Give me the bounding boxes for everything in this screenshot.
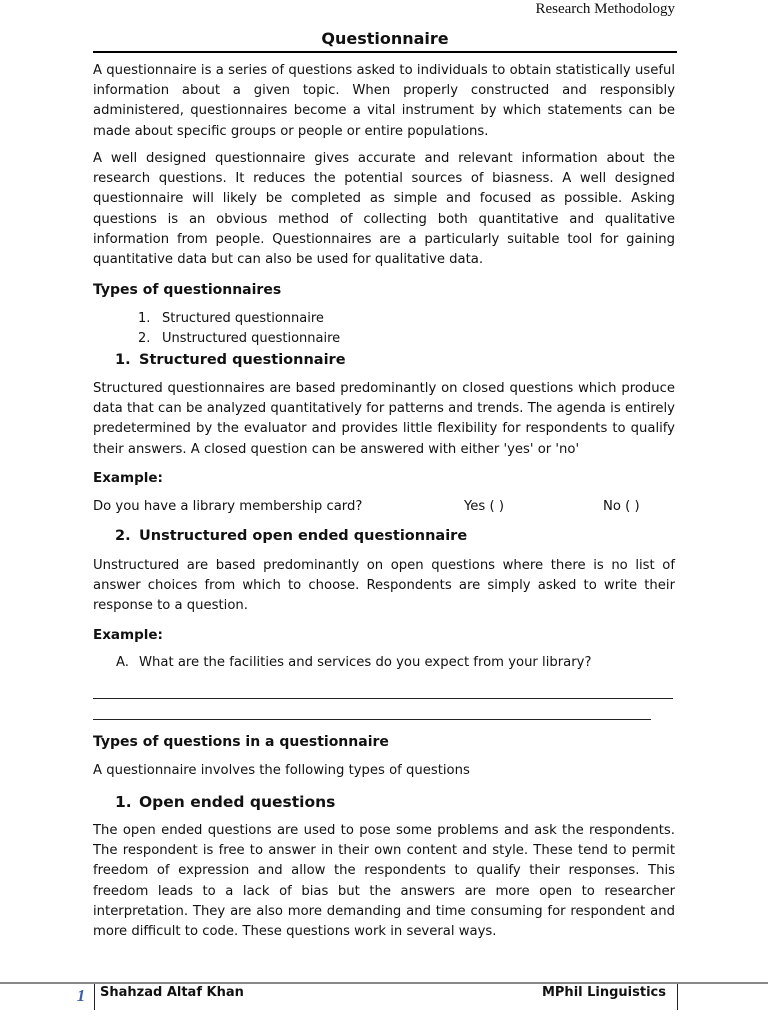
unstructured-body: Unstructured are based predominantly on open questions where there is no list of answer choices from which to choose. Respondents are simply asked to write their response to a question. — [93, 558, 675, 614]
unstructured-example-label: Example: — [93, 627, 163, 643]
page-number: 1 — [76, 986, 86, 1005]
section-title: Open ended questions — [139, 793, 336, 811]
footer-program: MPhil Linguistics — [541, 985, 666, 1000]
document-title: Questionnaire — [321, 29, 449, 48]
structured-heading — [115, 350, 346, 370]
section-title: Structured questionnaire — [139, 352, 346, 368]
question-types-heading: Types of questions in a questionnaire — [93, 734, 389, 750]
yes-option: Yes ( ) — [464, 499, 504, 514]
list-number: 1. — [138, 311, 151, 326]
types-list — [138, 309, 340, 349]
list-item — [138, 329, 340, 349]
footer-divider — [677, 984, 678, 1010]
running-header: Research Methodology — [535, 1, 675, 17]
intro-paragraph-2: A well designed questionnaire gives accurate and relevant information about the research questions. It reduces the potential sources of biasness. A well designed questionnaire will likely be completed as simple and focused as possible. Asking questions is an obvious method of collecting both quantitative and qualitative information from people. Questionnaires are a particularly suitable tool for gaining quantitative data but can also be used for qualitative data. — [93, 151, 675, 268]
footer-author: Shahzad Altaf Khan — [100, 985, 244, 1000]
answer-line-2 — [93, 719, 651, 720]
answer-line-1 — [93, 698, 673, 699]
no-option: No ( ) — [603, 499, 640, 514]
list-number: 2. — [138, 331, 151, 346]
structured-example-label: Example: — [93, 470, 163, 486]
intro-paragraph-1: A questionnaire is a series of questions asked to individuals to obtain statistically useful information about a given topic. When properly constructed and responsibly administered, questionnaires become a vital instrument by which statements can be made about specific groups or people or entire populations. — [93, 63, 675, 139]
question-types-intro: A questionnaire involves the following types of questions — [93, 763, 470, 778]
list-label: Structured questionnaire — [162, 311, 324, 326]
open-question-text: What are the facilities and services do you expect from your library? — [139, 655, 592, 670]
section-title: Unstructured open ended questionnaire — [139, 528, 468, 544]
section-number: 1. — [115, 793, 132, 811]
closed-question-text: Do you have a library membership card? — [93, 499, 363, 514]
list-label: Unstructured questionnaire — [162, 331, 341, 346]
open-ended-heading — [115, 792, 335, 812]
section-number: 1. — [115, 352, 131, 368]
title-block — [93, 26, 677, 53]
section-number: 2. — [115, 528, 131, 544]
list-item — [138, 309, 340, 329]
structured-body: Structured questionnaires are based predominantly on closed questions which produce data that can be analyzed quantitatively for patterns and trends. The agenda is entirely predetermined by the evaluator and provides little flexibility for respondents to qualify their answers. A closed question can be answered with either 'yes' or 'no' — [93, 381, 675, 457]
unstructured-heading — [115, 526, 467, 546]
question-letter: A. — [116, 655, 129, 670]
types-heading: Types of questionnaires — [93, 282, 282, 298]
page-footer — [70, 984, 680, 1010]
open-ended-body: The open ended questions are used to pose some problems and ask the respondents. The respondent is free to answer in their own content and style. These tend to permit freedom of expression and allow the respondents to qualify their responses. This freedom leads to a lack of bias but the answers are more open to researcher interpretation. They are also more demanding and time consuming for respondent and more difficult to code. These questions work in several ways. — [93, 823, 675, 940]
footer-divider — [94, 984, 95, 1010]
